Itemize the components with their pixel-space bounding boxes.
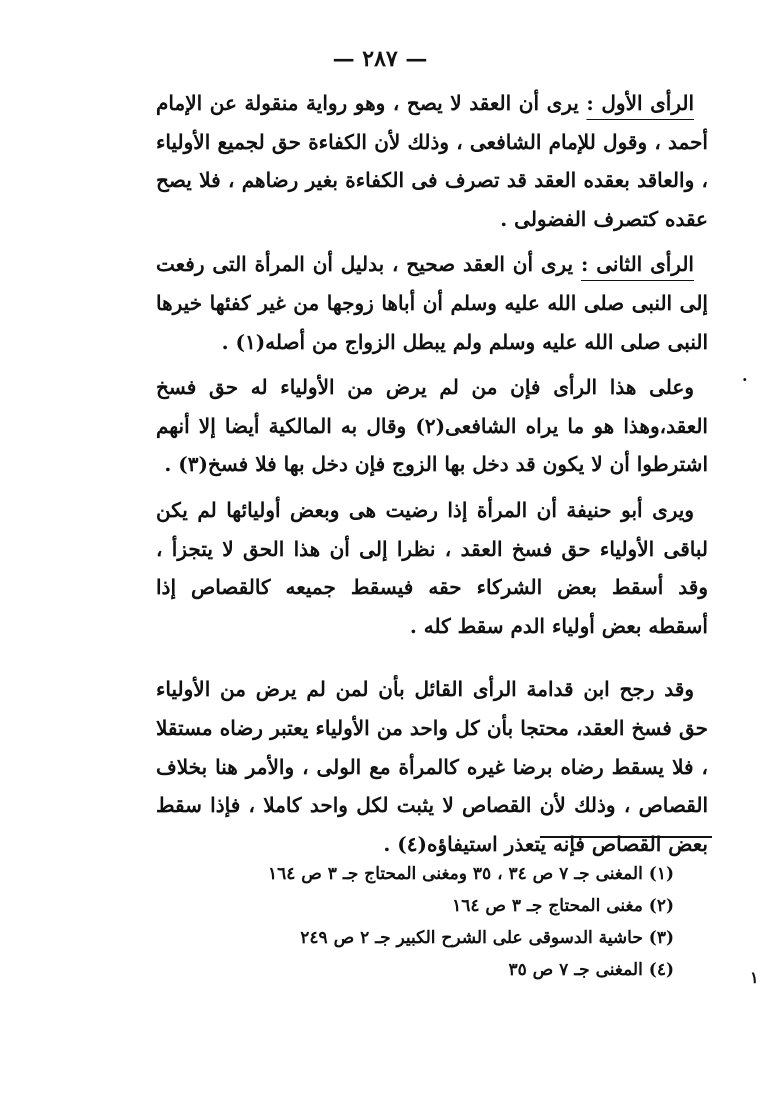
first-opinion-text: يرى أن العقد لا يصح ، وهو رواية منقولة عن الإمام أحمد ، وقول للإمام الشافعى ، وذلك لأن الكفاءة حق لجميع الأولياء ، والعاقد بعقده العقد قد تصرف فى الكفاءة بغير رضاهم ، فلا يصح عقده كتصرف الفضولى . [156,91,708,231]
body-text [156,84,708,863]
page-number: — ٢٨٧ — [332,46,428,72]
footnotes [250,858,674,986]
second-opinion-heading: الرأى الثانى : [580,252,694,277]
ibn-qudama-text: وقد رجح ابن قدامة الرأى القائل بأن لمن لم يرض من الأولياء حق فسخ العقد، محتجا بأن كل واحد من الأولياء يعتبر رضاه مستقلا ، فلا يسقط رضاه برضا غيره كالمرأة مع الولى ، والأمر هنا بخلاف القصاص ، وذلك لأن القصاص لا يثبت لكل واحد كاملا ، فإذا سقط بعض القصاص فإنه يتعذر استيفاؤه(٤) . [156,677,708,856]
footnote-4: (٤) المغنى جـ ٧ ص ٣٥ [508,960,674,980]
footnote-1: (١) المغنى جـ ٧ ص ٣٤ ، ٣٥ ومغنى المحتاج جـ ٣ ص ١٦٤ [267,864,674,884]
paragraph-ibn-qudama [156,670,708,863]
footnote-2: (٢) مغنى المحتاج جـ ٣ ص ١٦٤ [452,896,674,916]
footnote-divider [540,836,712,838]
abu-hanifa-text: ويرى أبو حنيفة أن المرأة إذا رضيت هى وبعض أوليائها لم يكن لباقى الأولياء حق فسخ العقد ، نظرا إلى أن هذا الحق لا يتجزأ ، وقد أسقط بعض الشركاء حقه فيسقط جميعه كالقصاص إذا أسقطه بعض أولياء الدم سقط كله . [156,497,708,638]
annulment-right-text: وعلى هذا الرأى فإن من لم يرض من الأولياء له حق فسخ العقد،وهذا هو ما يراه الشافعى(٢) وقال به المالكية أيضا إلا أنهم اشترطوا أن لا يكون قد دخل بها الزوج فإن دخل بها فلا فسخ(٣) . [156,375,708,477]
paragraph-first-opinion [156,84,708,238]
paragraph-abu-hanifa [156,491,708,645]
margin-mark-dot: . [742,366,748,385]
margin-mark-digit: ١ [750,968,759,987]
paragraph-second-opinion [156,245,708,361]
footnote-3: (٣) حاشية الدسوقى على الشرح الكبير جـ ٢ ص ٢٤٩ [300,928,674,948]
first-opinion-heading: الرأى الأول : [586,91,694,115]
second-opinion-text: يرى أن العقد صحيح ، بدليل أن المرأة التى رفعت إلى النبى صلى الله عليه وسلم أن أباها زوجها من غير كفئها خيرها النبى صلى الله عليه وسلم ولم يبطل الزواج من أصله(١) . [156,252,708,354]
paragraph-annulment-right [156,368,708,484]
